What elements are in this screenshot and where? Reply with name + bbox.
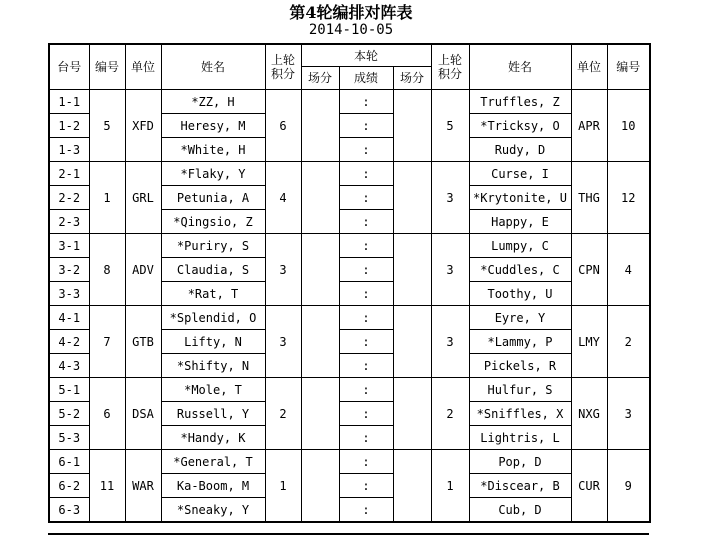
table-row: [49, 306, 650, 330]
board-number: 4-3: [49, 354, 89, 378]
match-points-left: [301, 378, 339, 450]
prev-points-right: 3: [431, 306, 469, 378]
prev-points-right: 1: [431, 450, 469, 523]
player-name-left: Russell, Y: [161, 402, 265, 426]
header-unit-right: 单位: [571, 44, 607, 90]
player-name-right: Happy, E: [469, 210, 571, 234]
prev-points-left: 6: [265, 90, 301, 162]
team-id-left: 5: [89, 90, 125, 162]
board-number: 5-1: [49, 378, 89, 402]
board-number: 1-3: [49, 138, 89, 162]
team-id-left: 6: [89, 378, 125, 450]
team-unit-right: LMY: [571, 306, 607, 378]
player-name-right: Lightris, L: [469, 426, 571, 450]
player-name-right: Pop, D: [469, 450, 571, 474]
board-number: 3-3: [49, 282, 89, 306]
player-name-right: Cub, D: [469, 498, 571, 523]
player-name-left: Petunia, A: [161, 186, 265, 210]
match-points-right: [393, 90, 431, 162]
board-number: 4-2: [49, 330, 89, 354]
score-cell: :: [339, 186, 393, 210]
board-number: 2-2: [49, 186, 89, 210]
match-points-right: [393, 162, 431, 234]
prev-points-left: 3: [265, 234, 301, 306]
prev-points-left: 1: [265, 450, 301, 523]
team-id-right: 9: [607, 450, 650, 523]
player-name-right: *Lammy, P: [469, 330, 571, 354]
match-points-right: [393, 306, 431, 378]
player-name-left: *Handy, K: [161, 426, 265, 450]
score-cell: :: [339, 282, 393, 306]
header-score: 成绩: [339, 67, 393, 90]
score-cell: :: [339, 138, 393, 162]
score-cell: :: [339, 330, 393, 354]
header-match-points-left: 场分: [301, 67, 339, 90]
player-name-right: Toothy, U: [469, 282, 571, 306]
player-name-right: *Cuddles, C: [469, 258, 571, 282]
player-name-left: Lifty, N: [161, 330, 265, 354]
team-unit-right: NXG: [571, 378, 607, 450]
board-number: 5-2: [49, 402, 89, 426]
prev-points-right: 2: [431, 378, 469, 450]
player-name-left: Heresy, M: [161, 114, 265, 138]
team-unit-left: ADV: [125, 234, 161, 306]
team-id-left: 7: [89, 306, 125, 378]
header-prev-points: 上轮积分: [265, 44, 301, 90]
header-unit: 单位: [125, 44, 161, 90]
team-unit-left: WAR: [125, 450, 161, 523]
player-name-right: *Discear, B: [469, 474, 571, 498]
team-id-right: 2: [607, 306, 650, 378]
player-name-right: Pickels, R: [469, 354, 571, 378]
team-id-right: 3: [607, 378, 650, 450]
player-name-left: *White, H: [161, 138, 265, 162]
header-name: 姓名: [161, 44, 265, 90]
score-cell: :: [339, 114, 393, 138]
score-cell: :: [339, 234, 393, 258]
header-prev-points-right: 上轮积分: [431, 44, 469, 90]
header-match-points-right: 场分: [393, 67, 431, 90]
score-cell: :: [339, 354, 393, 378]
match-points-right: [393, 234, 431, 306]
bottom-rule: [48, 533, 649, 535]
match-points-right: [393, 378, 431, 450]
prev-points-left: 2: [265, 378, 301, 450]
pairing-rows: [49, 90, 650, 523]
team-unit-right: CPN: [571, 234, 607, 306]
player-name-left: Ka-Boom, M: [161, 474, 265, 498]
match-points-left: [301, 162, 339, 234]
score-cell: :: [339, 306, 393, 330]
board-number: 6-2: [49, 474, 89, 498]
player-name-left: *Qingsio, Z: [161, 210, 265, 234]
board-number: 2-3: [49, 210, 89, 234]
score-cell: :: [339, 210, 393, 234]
score-cell: :: [339, 402, 393, 426]
header-id: 编号: [89, 44, 125, 90]
board-number: 1-1: [49, 90, 89, 114]
header-id-right: 编号: [607, 44, 650, 90]
match-points-left: [301, 306, 339, 378]
board-number: 6-1: [49, 450, 89, 474]
team-unit-right: CUR: [571, 450, 607, 523]
player-name-left: Claudia, S: [161, 258, 265, 282]
header-name-right: 姓名: [469, 44, 571, 90]
player-name-left: *Puriry, S: [161, 234, 265, 258]
table-row: [49, 378, 650, 402]
board-number: 5-3: [49, 426, 89, 450]
match-points-left: [301, 234, 339, 306]
score-cell: :: [339, 450, 393, 474]
player-name-right: Lumpy, C: [469, 234, 571, 258]
page-title: 第4轮编排对阵表: [289, 3, 413, 22]
table-row: [49, 450, 650, 474]
player-name-left: *Flaky, Y: [161, 162, 265, 186]
team-id-left: 1: [89, 162, 125, 234]
match-points-left: [301, 90, 339, 162]
pairing-table: [48, 43, 651, 523]
player-name-left: *ZZ, H: [161, 90, 265, 114]
prev-points-left: 4: [265, 162, 301, 234]
table-row: [49, 162, 650, 186]
team-unit-left: GTB: [125, 306, 161, 378]
player-name-left: *Rat, T: [161, 282, 265, 306]
board-number: 2-1: [49, 162, 89, 186]
player-name-left: *Mole, T: [161, 378, 265, 402]
round-date: 2014-10-05: [308, 22, 394, 38]
team-unit-left: XFD: [125, 90, 161, 162]
board-number: 3-1: [49, 234, 89, 258]
score-cell: :: [339, 258, 393, 282]
prev-points-right: 5: [431, 90, 469, 162]
board-number: 1-2: [49, 114, 89, 138]
board-number: 3-2: [49, 258, 89, 282]
score-cell: :: [339, 498, 393, 523]
team-id-right: 4: [607, 234, 650, 306]
team-unit-right: THG: [571, 162, 607, 234]
board-number: 4-1: [49, 306, 89, 330]
team-id-right: 12: [607, 162, 650, 234]
prev-points-right: 3: [431, 234, 469, 306]
score-cell: :: [339, 474, 393, 498]
score-cell: :: [339, 378, 393, 402]
player-name-right: Eyre, Y: [469, 306, 571, 330]
board-number: 6-3: [49, 498, 89, 523]
team-unit-left: DSA: [125, 378, 161, 450]
team-id-right: 10: [607, 90, 650, 162]
header-table-no: 台号: [49, 44, 89, 90]
score-cell: :: [339, 162, 393, 186]
table-row: [49, 234, 650, 258]
score-cell: :: [339, 426, 393, 450]
player-name-right: Rudy, D: [469, 138, 571, 162]
table-row: [49, 90, 650, 114]
team-id-left: 8: [89, 234, 125, 306]
match-points-right: [393, 450, 431, 523]
team-unit-left: GRL: [125, 162, 161, 234]
player-name-right: Curse, I: [469, 162, 571, 186]
prev-points-right: 3: [431, 162, 469, 234]
player-name-right: *Krytonite, U: [469, 186, 571, 210]
player-name-right: Hulfur, S: [469, 378, 571, 402]
team-unit-right: APR: [571, 90, 607, 162]
prev-points-left: 3: [265, 306, 301, 378]
player-name-right: *Tricksy, O: [469, 114, 571, 138]
score-cell: :: [339, 90, 393, 114]
player-name-left: *General, T: [161, 450, 265, 474]
player-name-right: Truffles, Z: [469, 90, 571, 114]
header-this-round: 本轮: [301, 44, 431, 67]
player-name-left: *Splendid, O: [161, 306, 265, 330]
player-name-left: *Shifty, N: [161, 354, 265, 378]
player-name-right: *Sniffles, X: [469, 402, 571, 426]
team-id-left: 11: [89, 450, 125, 523]
match-points-left: [301, 450, 339, 523]
player-name-left: *Sneaky, Y: [161, 498, 265, 523]
